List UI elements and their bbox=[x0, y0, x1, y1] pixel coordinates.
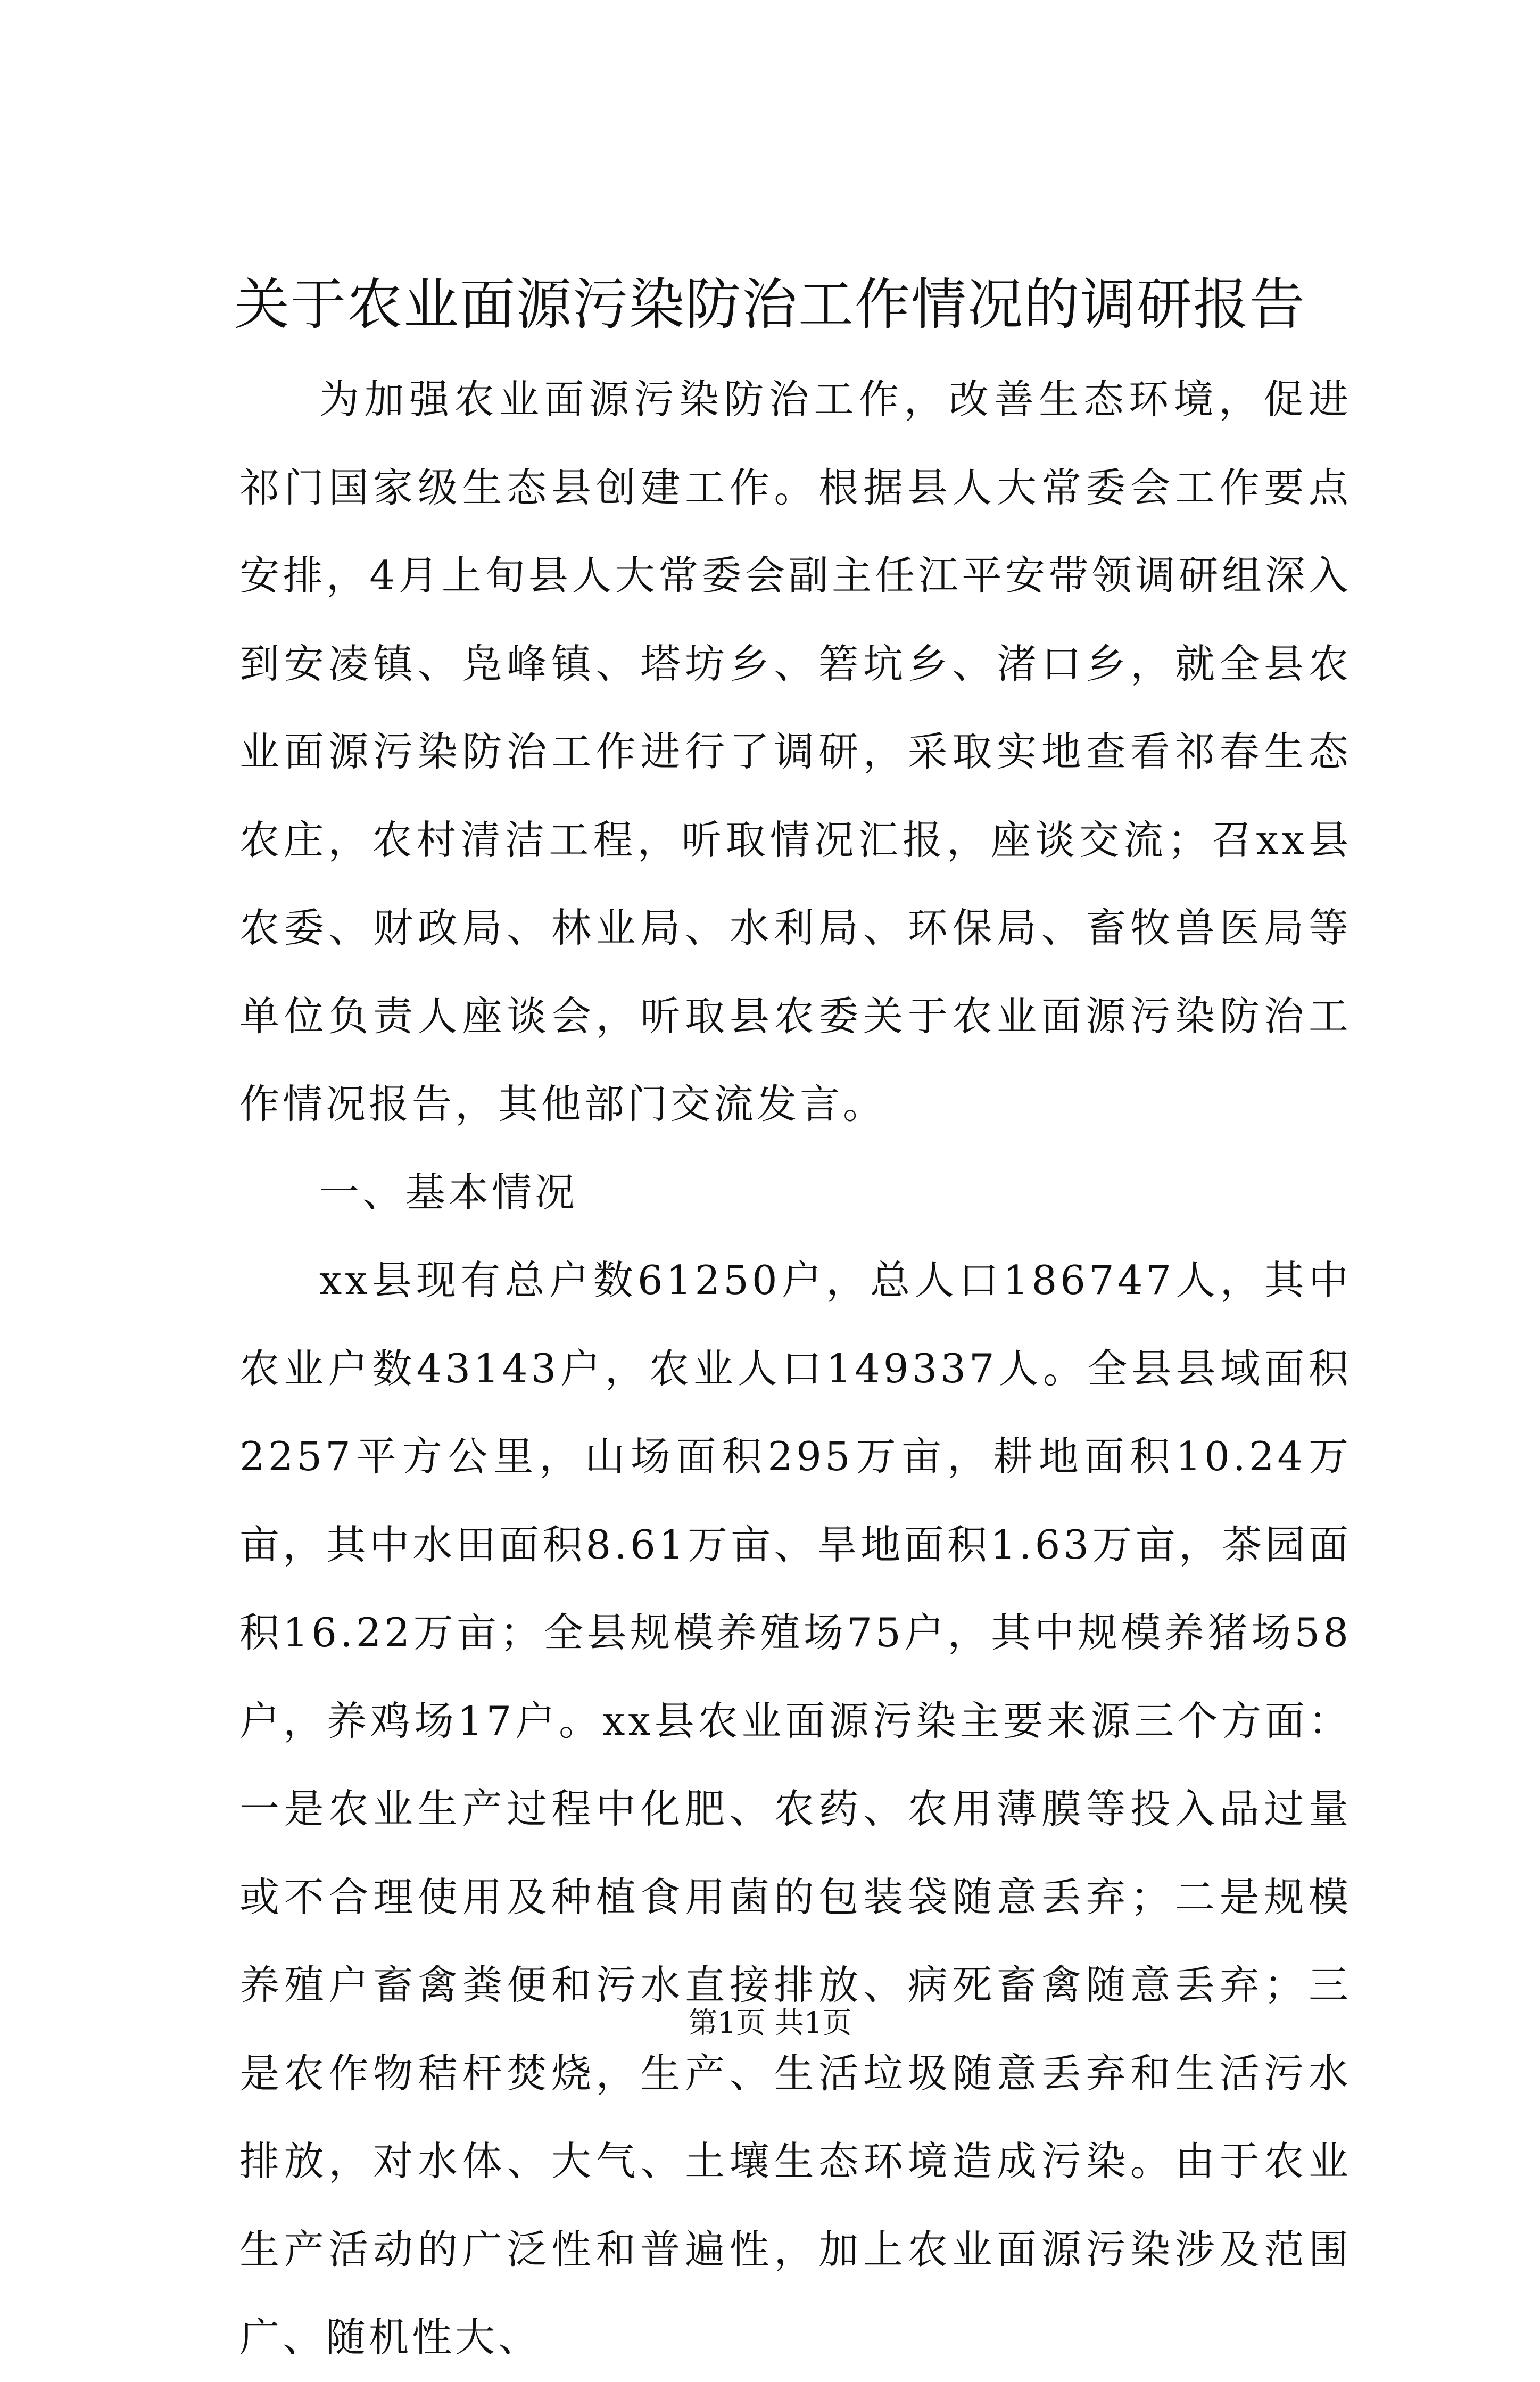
intro-paragraph: 为加强农业面源污染防治工作，改善生态环境，促进祁门国家级生态县创建工作。根据县人大常委会工作要点安排，4月上旬县人大常委会副主任江平安带领调研组深入到安凌镇、凫峰镇、塔坊乡、箬坑乡、渚口乡，就全县农业面源污染防治工作进行了调研，采取实地查看祁春生态农庄，农村清洁工程，听取情况汇报，座谈交流；召xx县农委、财政局、林业局、水利局、环保局、畜牧兽医局等单位负责人座谈会，听取县农委关于农业面源污染防治工作情况报告，其他部门交流发言。 bbox=[239, 376, 1352, 1127]
section-heading-basic-situation: 一、基本情况 bbox=[319, 1168, 578, 1216]
basic-situation-paragraph: xx县现有总户数61250户，总人口186747人，其中农业户数43143户，农业人口149337人。全县县域面积2257平方公里，山场面积295万亩，耕地面积10.24万亩，其中水田面积8.61万亩、旱地面积1.63万亩，茶园面积16.22万亩；全县规模养殖场75户，其中规模养猪场58户，养鸡场17户。xx县农业面源污染主要来源三个方面：一是农业生产过程中化肥、农药、农用薄膜等投入品过量或不合理使用及种植食用菌的包装袋随意丢弃；二是规模养殖户畜禽粪便和污水直接排放、病死畜禽随意丢弃；三是农作物秸杆焚烧，生产、生活垃圾随意丢弃和生活污水排放，对水体、大气、土壤生态环境造成污染。由于农业生产活动的广泛性和普遍性，加上农业面源污染涉及范围广、随机性大、 bbox=[239, 1257, 1352, 2361]
page-footer: 第1页 共1页 bbox=[688, 2006, 852, 2040]
document-body bbox=[239, 356, 1352, 2382]
document-title: 关于农业面源污染防治工作情况的调研报告 bbox=[234, 272, 1306, 337]
